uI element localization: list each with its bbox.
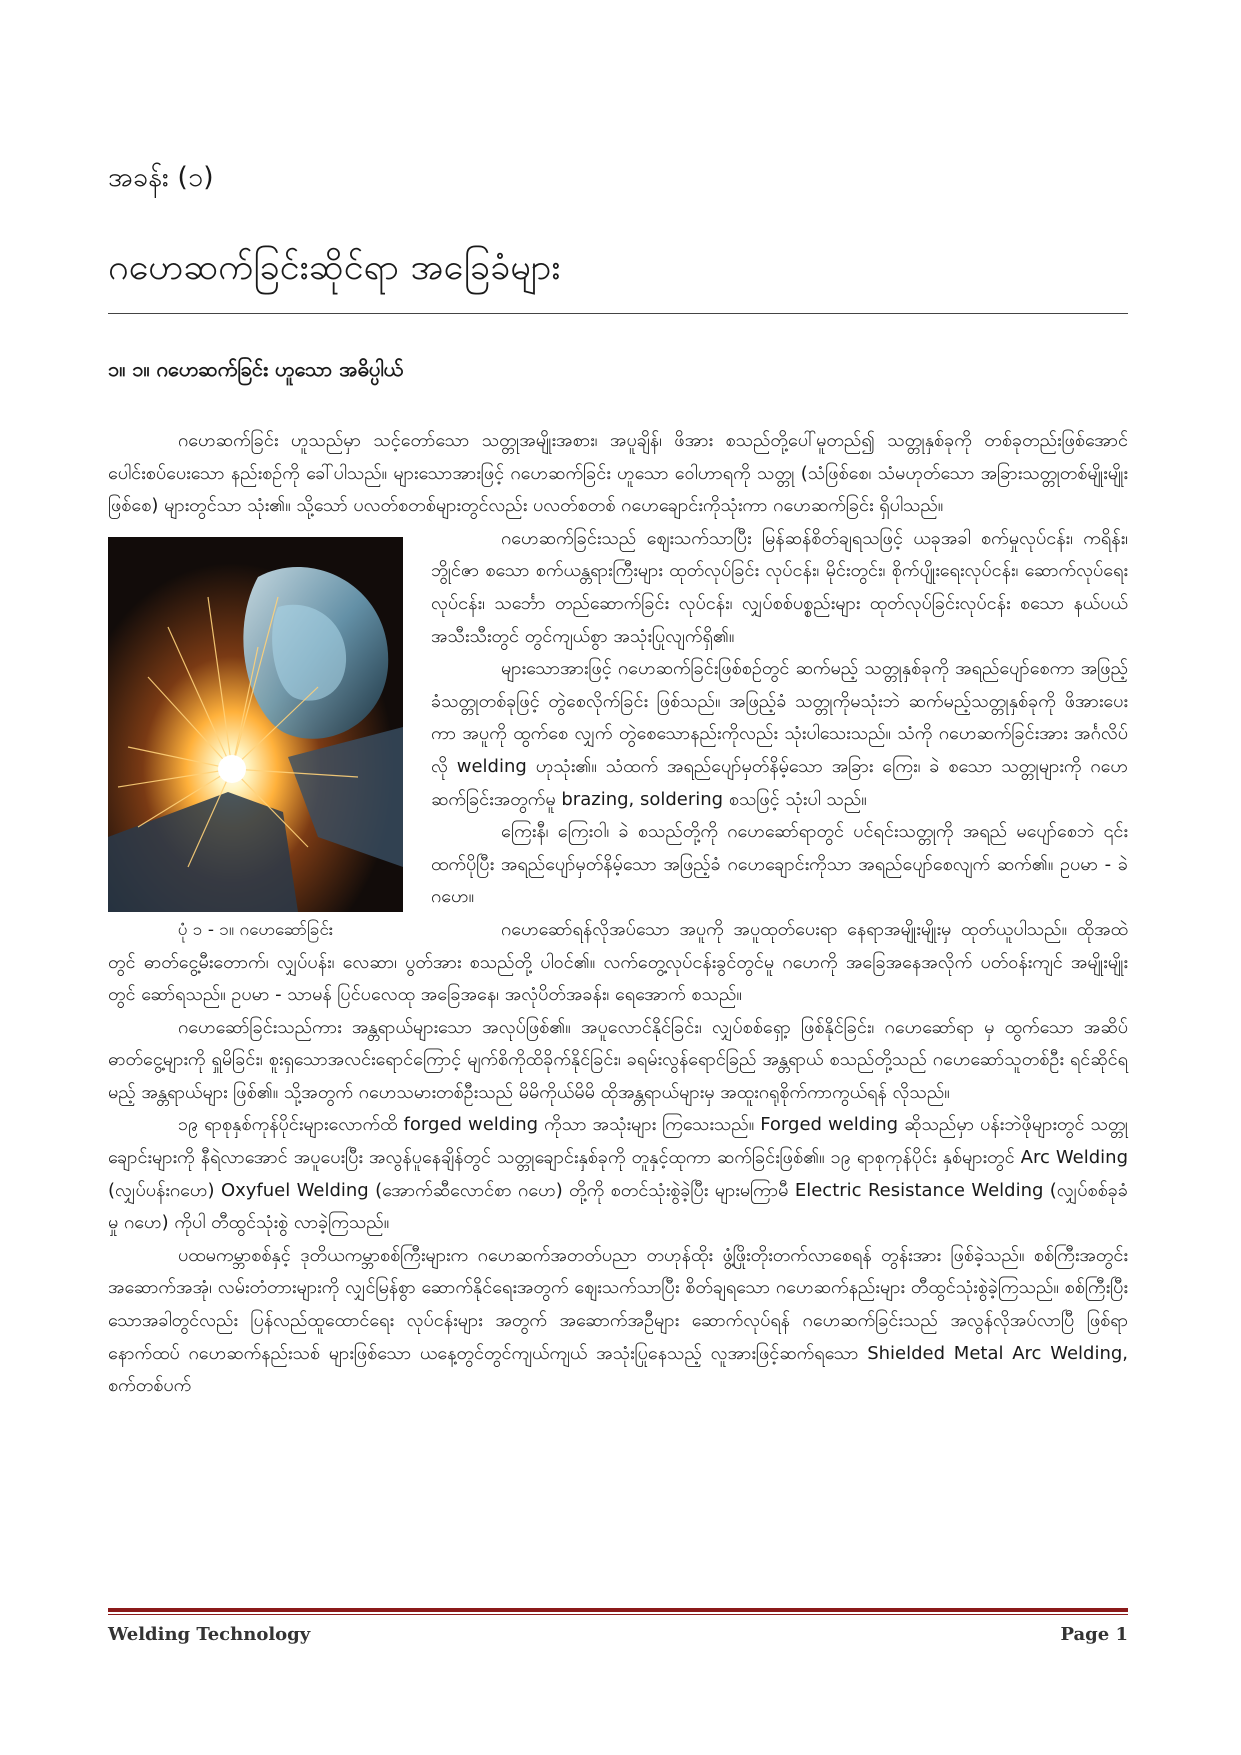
page-title: ဂဟေဆက်ခြင်းဆိုင်ရာ အခြေခံများ bbox=[108, 247, 561, 288]
paragraph: ပထမကမ္ဘာစစ်နှင့် ဒုတိယကမ္ဘာစစ်ကြီးများက ဂဟေဆက်အတတ်ပညာ တဟုန်ထိုး ဖွံ့ဖြိုးတိုးတက်လာစေရန် တွန်းအား ဖြစ်ခဲ့သည်။ စစ်ကြီးအတွင်း အဆောက်အအုံ၊ လမ်းတံတားများကို လျှင်မြန်စွာ ဆောက်နိုင်ရေးအတွက် စျေးသက်သာပြီး စိတ်ချရသော ဂဟေဆက်နည်းများ တီထွင်သုံးစွဲခဲ့ကြသည်။ စစ်ကြီးပြီးသောအခါတွင်လည်း ပြန်လည်ထူထောင်ရေး လုပ်ငန်းများ အတွက် အဆောက်အဦများ ဆောက်လုပ်ရန် ဂဟေဆက်ခြင်းသည် အလွန်လိုအပ်လာပြီ ဖြစ်ရာ နောက်ထပ် ဂဟေဆက်နည်းသစ် များဖြစ်သော ယနေ့တွင်တွင်ကျယ်ကျယ် အသုံးပြုနေသည့် လူအားဖြင့်ဆက်ရသော Shielded Metal Arc Welding, စက်တစ်ပက် bbox=[108, 1244, 1128, 1397]
paragraph: ဂဟေဆော်ခြင်းသည်ကား အန္တရာယ်များသော အလုပ်ဖြစ်၏။ အပူလောင်နိုင်ခြင်း၊ လျှပ်စစ်ရှော့ ဖြစ်နိုင်ခြင်း၊ ဂဟေဆော်ရာ မှ ထွက်သော အဆိပ်ဓာတ်ငွေ့များကို ရှူမိခြင်း၊ စူးရှသောအလင်းရောင်ကြောင့် မျက်စိကိုထိခိုက်နိုင်ခြင်း၊ ခရမ်းလွန်ရောင်ခြည် အန္တရာယ် စသည်တို့သည် ဂဟေဆော်သူတစ်ဦး ရင်ဆိုင်ရမည့် အန္တရာယ်များ ဖြစ်၏။ သို့အတွက် ဂဟေသမားတစ်ဦးသည် မိမိကိုယ်မိမိ ထိုအန္တရာယ်များမှ အထူးဂရုစိုက်ကာကွယ်ရန် လိုသည်။ bbox=[108, 1016, 1128, 1103]
paragraph: ကြေးနီ၊ ကြေးဝါ၊ ခဲ စသည်တို့ကို ဂဟေဆော်ရာတွင် ပင်ရင်းသတ္တုကို အရည် မပျော်စေဘဲ ၎င်းထက်ပိုပြီး အရည်ပျော်မှတ်နိမ့်သော အဖြည့်ခံ ဂဟေချောင်းကိုသာ အရည်ပျော်စေလျက် ဆက်၏။ ဥပမာ - ခဲဂဟေ။ bbox=[431, 821, 1128, 908]
body-text bbox=[108, 425, 1128, 1403]
welding-photo-icon bbox=[108, 537, 403, 912]
paragraph: ၁၉ ရာစုနှစ်ကုန်ပိုင်းများလောက်ထိ forged welding ကိုသာ အသုံးများ ကြသေးသည်။ Forged welding ဆိုသည်မှာ ပန်းဘဲဖိုများတွင် သတ္တုချောင်းများကို နီရဲလာအောင် အပူပေးပြီး အလွန်ပူနေချိန်တွင် သတ္တုချောင်းနှစ်ခုကို တူနှင့်ထုကာ ဆက်ခြင်းဖြစ်၏။ ၁၉ ရာစုကုန်ပိုင်း နှစ်များတွင် Arc Welding (လျှပ်ပန်းဂဟေ) Oxyfuel Welding (အောက်ဆီလောင်စာ ဂဟေ) တို့ကို စတင်သုံးစွဲခဲ့ပြီး များမကြာမီ Electric Resistance Welding (လျှပ်စစ်ခုခံမှု ဂဟေ) ကိုပါ တီထွင်သုံးစွဲ လာခဲ့ကြသည်။ bbox=[108, 1114, 1128, 1234]
title-divider bbox=[108, 313, 1128, 314]
footer-divider-thin bbox=[108, 1614, 1128, 1615]
paragraph: များသောအားဖြင့် ဂဟေဆက်ခြင်းဖြစ်စဉ်တွင် ဆက်မည့် သတ္တုနှစ်ခုကို အရည်ပျော်စေကာ အဖြည့်ခံသတ္တုတစ်ခုဖြင့် တွဲစေလိုက်ခြင်း ဖြစ်သည်။ အဖြည့်ခံ သတ္တုကိုမသုံးဘဲ ဆက်မည့်သတ္တုနှစ်ခုကို ဖိအားပေးကာ အပူကို ထွက်စေ လျှက် တွဲစေသောနည်းကိုလည်း သုံးပါသေးသည်။ သံကို ဂဟေဆက်ခြင်းအား အင်္ဂလိပ်လို welding ဟုသုံး၏။ သံထက် အရည်ပျော်မှတ်နိမ့်သော အခြား ကြေး၊ ခဲ စသော သတ္တုများကို ဂဟေဆက်ခြင်းအတွက်မူ brazing, soldering စသဖြင့် သုံးပါ သည်။ bbox=[431, 658, 1128, 810]
footer-divider bbox=[108, 1608, 1128, 1612]
page-number: Page 1 bbox=[1060, 1624, 1128, 1645]
figure-caption: ပုံ ၁ - ၁။ ဂဟေဆော်ခြင်း bbox=[177, 919, 334, 940]
paragraph: ဂဟေဆက်ခြင်းသည် စျေးသက်သာပြီး မြန်ဆန်စိတ်ချရသဖြင့် ယခုအခါ စက်မှုလုပ်ငန်း၊ ကရိန်း၊ ဘွိုင်ဇာ စသော စက်ယန္တရားကြီးများ ထုတ်လုပ်ခြင်း လုပ်ငန်း၊ မိုင်းတွင်း၊ စိုက်ပျိုးရေးလုပ်ငန်း၊ ဆောက်လုပ်ရေး လုပ်ငန်း၊ သင်္ဘော တည်ဆောက်ခြင်း လုပ်ငန်း၊ လျှပ်စစ်ပစ္စည်းများ ထုတ်လုပ်ခြင်းလုပ်ငန်း စသော နယ်ပယ်အသီးသီးတွင် တွင်ကျယ်စွာ အသုံးပြုလျက်ရှိ၏။ bbox=[431, 527, 1128, 647]
section-heading: ၁။ ၁။ ဂဟေဆက်ခြင်း ဟူသော အဓိပ္ပါယ် bbox=[108, 357, 404, 381]
chapter-heading: အခန်း (၁) bbox=[108, 162, 214, 193]
paragraph: ဂဟေဆော်ရန်လိုအပ်သော အပူကို အပူထုတ်ပေးရာ နေရာအမျိုးမျိုးမှ ထုတ်ယူပါသည်။ ထိုအထဲတွင် ဓာတ်ငွေ့မီးတောက်၊ လျှပ်ပန်း၊ လေဆာ၊ ပွတ်အား စသည်တို့ ပါဝင်၏။ လက်တွေ့လုပ်ငန်းခွင်တွင်မူ ဂဟေကို အခြေအနေအလိုက် ပတ်ဝန်းကျင် အမျိုးမျိုး တွင် ဆော်ရသည်။ ဥပမာ - သာမန် ပြင်ပလေထု အခြေအနေ၊ အလုံပိတ်အခန်း၊ ရေအောက် စသည်။ bbox=[108, 918, 1128, 1006]
footer-book-title: Welding Technology bbox=[108, 1624, 311, 1645]
figure bbox=[108, 537, 403, 942]
paragraph: ဂဟေဆက်ခြင်း ဟူသည်မှာ သင့်တော်သော သတ္တုအမျိုးအစား၊ အပူချိန်၊ ဖိအား စသည်တို့ပေါ်မူတည်၍ သတ္တုနှစ်ခုကို တစ်ခုတည်းဖြစ်အောင် ပေါင်းစပ်ပေးသော နည်းစဉ်ကို ခေါ်ပါသည်။ များသောအားဖြင့် ဂဟေဆက်ခြင်း ဟူသော ဝေါဟာရကို သတ္တု (သံဖြစ်စေ၊ သံမဟုတ်သော အခြားသတ္တုတစ်မျိုးမျိုးဖြစ်စေ) များတွင်သာ သုံး၏။ သို့သော် ပလတ်စတစ်များတွင်လည်း ပလတ်စတစ် ဂဟေချောင်းကိုသုံးကာ ဂဟေဆက်ခြင်း ရှိပါသည်။ bbox=[108, 430, 1128, 517]
